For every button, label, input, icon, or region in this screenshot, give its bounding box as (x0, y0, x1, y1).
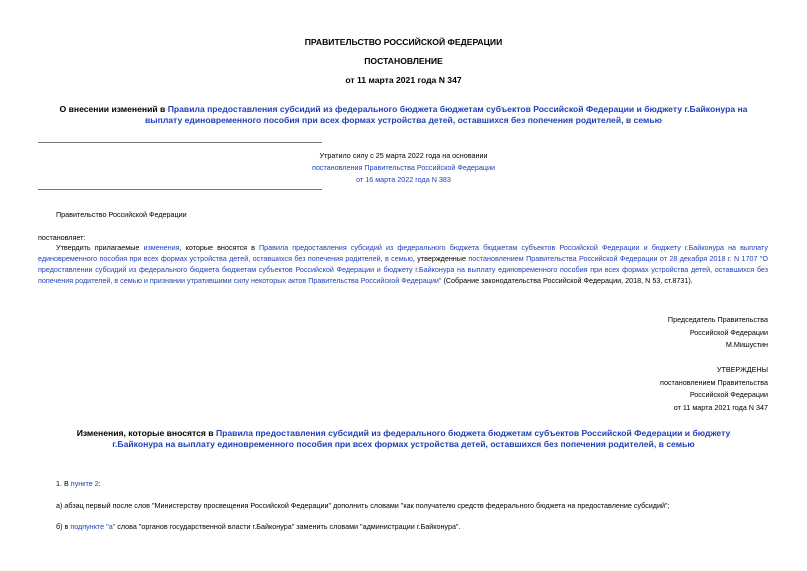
item-b (56, 521, 776, 532)
repeal-decree-link[interactable]: постановления Правительства Российской Федерации (311, 163, 496, 172)
approved-date: от 11 марта 2021 года N 347 (673, 402, 768, 412)
changes-title (40, 428, 767, 450)
document-type: ПОСТАНОВЛЕНИЕ (364, 56, 443, 66)
item-1 (56, 478, 101, 489)
signature-name: М.Мишустин (725, 340, 768, 349)
signature-block (468, 314, 768, 352)
decides-label: постановляет: (38, 233, 86, 242)
paragraph-text-4: (Собрание законодательства Российской Федерации, 2018, N 53, ст.8731). (441, 276, 693, 285)
approved-line-2: постановлением Правительства (660, 377, 768, 387)
government-heading: ПРАВИТЕЛЬСТВО РОССИЙСКОЙ ФЕДЕРАЦИИ (304, 37, 503, 47)
rules-link-inline[interactable]: Правила предоставления субсидий из федерального бюджета бюджетам субъектов Российской Федерации и бюджету г.Байконура на выплату единовременного пособия при всех формах устройства детей, оставшихся без попечения родителей, в семью (38, 243, 768, 263)
approved-line-3: Российской Федерации (689, 390, 768, 399)
item-1-suffix: : (98, 479, 101, 488)
item-a: а) абзац первый после слов "Министерству просвещения Российской Федерации" дополнить словами "как получателю средств федерального бюджета на предоставление субсидий"; (56, 501, 670, 510)
resolution-paragraph (38, 242, 768, 286)
repeal-line-1: Утратило силу с 25 марта 2022 года на основании (319, 151, 488, 160)
changes-rules-link-2[interactable]: г.Байконура на выплату единовременного пособия при всех формах устройства детей, оставшихся без попечения родителей, в семью (112, 439, 695, 449)
changes-rules-link-1[interactable]: Правила предоставления субсидий из федерального бюджета бюджетам субъектов Российской Федерации и бюджету (215, 428, 731, 438)
title-prefix: О внесении изменений в (59, 104, 168, 114)
signature-title-1: Председатель Правительства (667, 315, 768, 324)
document-title (40, 104, 767, 126)
paragraph-text-2: , которые вносятся в (179, 243, 260, 252)
paragraph-text-1: Утвердить прилагаемые (56, 243, 144, 252)
signature-title-2: Российской Федерации (689, 327, 768, 337)
approval-stamp (468, 364, 768, 414)
item-1-prefix: 1. В (56, 479, 71, 488)
approved-label: УТВЕРЖДЕНЫ (716, 365, 768, 374)
item-b-prefix: б) в (56, 522, 71, 531)
repeal-note (200, 150, 607, 186)
divider-top (38, 142, 322, 143)
decree-1707-link[interactable]: постановлением Правительства Российской Федерации от 28 декабря 2018 г. N 1707 "О предоставлении субсидий из федерального бюджета бюджетам субъектов Российской Федерации и бюджету г.Байконура на выплату единовременного пособия при всех формах устройства детей, оставшихся без попечения родителей, в семью и признании утратившими силу некоторых актов Правительства Российской Федерации" (38, 254, 769, 285)
repeal-decree-date-link[interactable]: от 16 марта 2022 года N 383 (356, 175, 451, 184)
government-name: Правительство Российской Федерации (56, 210, 187, 219)
rules-link[interactable]: Правила предоставления субсидий из федерального бюджета бюджетам субъектов Российской Федерации и бюджету г.Байконура на выплату единовременного пособия при всех формах устройства детей, оставшихся без попечения родителей, в семью (145, 104, 748, 125)
changes-title-prefix: Изменения, которые вносятся в (76, 428, 216, 438)
point-2-link[interactable]: пункте 2 (70, 479, 99, 488)
paragraph-text-3: , утвержденные (412, 254, 469, 263)
document-date-number: от 11 марта 2021 года N 347 (345, 75, 462, 85)
item-b-suffix: слова "органов государственной власти г.Байконура" заменить словами "администрации г.Байконура". (115, 522, 461, 531)
changes-link[interactable]: изменения (143, 243, 180, 252)
divider-bottom (38, 189, 322, 190)
subpoint-a-link[interactable]: подпункте "а" (70, 522, 116, 531)
